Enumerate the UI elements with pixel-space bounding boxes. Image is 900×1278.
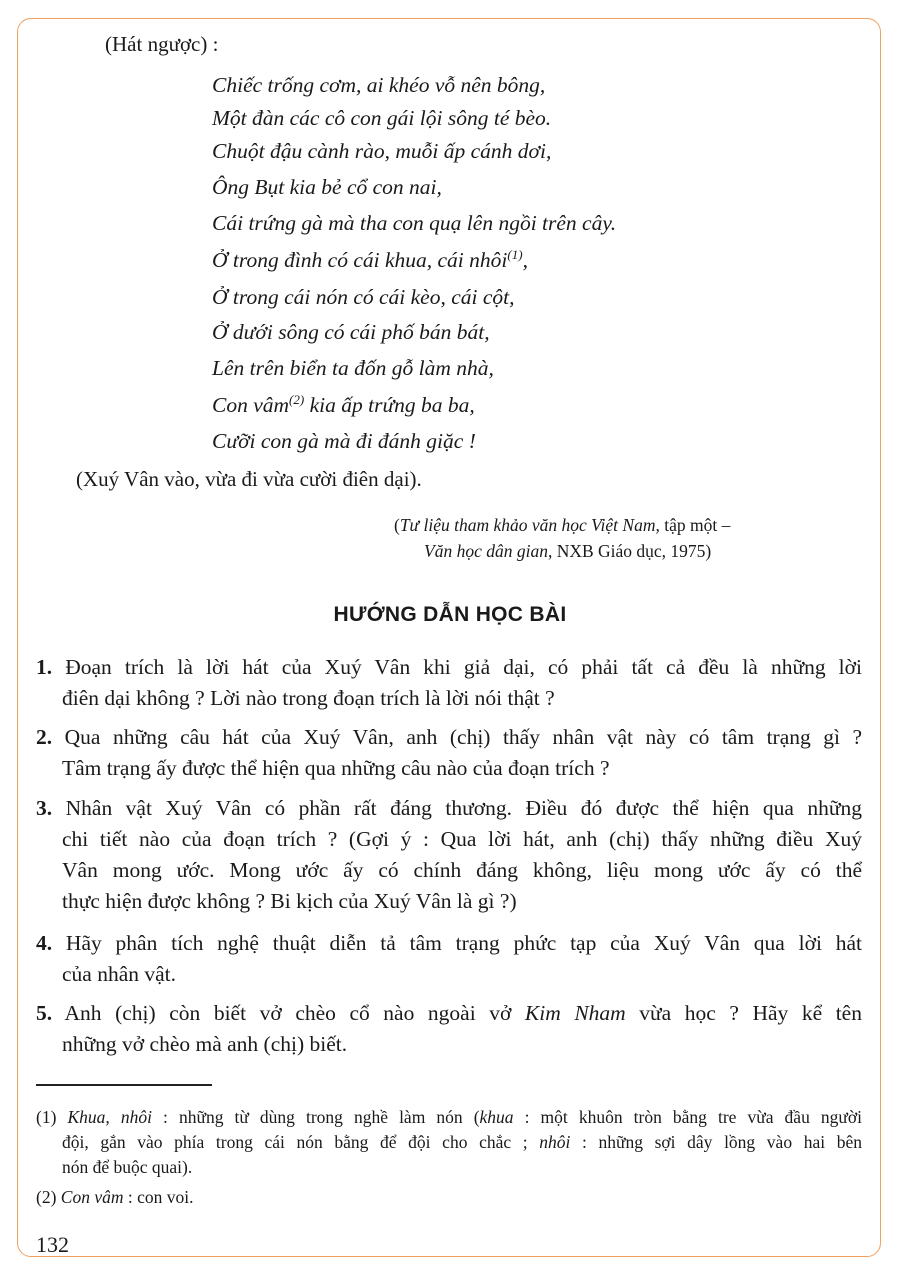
verse-line-4: Ông Bụt kia bẻ cổ con nai, (212, 175, 442, 199)
footnote-term: nhôi (539, 1132, 571, 1152)
footnote-1 (36, 1105, 862, 1180)
question-text: Anh (chị) còn biết vở chèo cổ nào ngoài vở (64, 1001, 525, 1025)
footnote-text: : một khuôn tròn bằng tre vừa đầu người (513, 1107, 862, 1127)
question-text-tail: vừa học ? Hãy kể tên (625, 1001, 862, 1025)
verse-line-10 (212, 393, 475, 418)
footnote-text: : con voi. (123, 1187, 194, 1207)
verse-line-2: Một đàn các cô con gái lội sông té bèo. (212, 106, 552, 130)
page-frame (17, 18, 881, 1257)
question-4-line-1 (36, 928, 862, 959)
footnote-ref-1: (1) (507, 246, 523, 262)
question-5 (36, 998, 862, 1060)
verse-6-tail: , (522, 248, 528, 272)
question-text: Hãy phân tích nghệ thuật diễn tả tâm trạng phức tạp của Xuý Vân qua lời hát (65, 931, 863, 955)
verse-line-8: Ở dưới sông có cái phố bán bát, (212, 320, 490, 344)
footnote-text: đội, gắn vào phía trong cái nón bằng để đội cho chắc ; (62, 1132, 540, 1152)
question-3-line-4: thực hiện được không ? Bi kịch của Xuý Vân là gì ?) (62, 889, 517, 913)
source-line-2 (424, 541, 711, 562)
question-5-line-2: những vở chèo mà anh (chị) biết. (62, 1032, 348, 1056)
footnote-1-line-3: nón để buộc quai). (62, 1157, 193, 1177)
footnote-term: Khua, nhôi (67, 1107, 152, 1127)
question-text: Qua những câu hát của Xuý Vân, anh (chị) thấy nhân vật này có tâm trạng gì ? (64, 725, 862, 749)
question-number: 5. (36, 1001, 53, 1025)
question-text: Nhân vật Xuý Vân có phần rất đáng thương. Điều đó được thể hiện qua những (65, 796, 863, 820)
question-5-line-1 (36, 998, 862, 1029)
footnote-mark: (1) (36, 1107, 68, 1127)
verse-line-11: Cưỡi con gà mà đi đánh giặc ! (212, 429, 476, 453)
footnote-term: Con vâm (60, 1187, 124, 1207)
question-number: 1. (36, 655, 53, 679)
play-title: Kim Nham (524, 1001, 626, 1025)
verse-line-7: Ở trong cái nón có cái kèo, cái cột, (212, 285, 515, 309)
question-4-line-2: của nhân vật. (62, 962, 177, 986)
question-number: 4. (36, 931, 53, 955)
footnote-2 (36, 1185, 862, 1210)
question-number: 2. (36, 725, 53, 749)
verse-line-3: Chuột đậu cành rào, muỗi ấp cánh dơi, (212, 139, 552, 163)
question-3-line-2: chi tiết nào của đoạn trích ? (Gợi ý : Qua lời hát, anh (chị) thấy những điều Xuý (62, 827, 862, 851)
source-publisher: , NXB Giáo dục, 1975) (547, 541, 712, 561)
source-title: Tư liệu tham khảo văn học Việt Nam, (399, 515, 660, 535)
question-2-line-1 (36, 722, 862, 753)
question-text: Đoạn trích là lời hát của Xuý Vân khi giả dại, có phải tất cả đều là những lời (65, 655, 862, 679)
footnote-text: : những sợi dây lồng vào hai bên (570, 1132, 862, 1152)
verse-10-text: Con vâm (212, 393, 290, 417)
footnote-ref-2: (2) (289, 391, 305, 407)
question-number: 3. (36, 796, 53, 820)
verse-10-tail: kia ấp trứng ba ba, (304, 393, 475, 417)
question-1 (36, 652, 862, 714)
verse-line-1: Chiếc trống cơm, ai khéo vỗ nên bông, (212, 73, 546, 97)
question-4 (36, 928, 862, 990)
question-3-line-1 (36, 793, 862, 824)
footnote-divider (36, 1084, 212, 1086)
verse-line-9: Lên trên biển ta đốn gỗ làm nhà, (212, 356, 494, 380)
question-2 (36, 722, 862, 784)
verse-line-5: Cái trứng gà mà tha con quạ lên ngồi trên cây. (212, 211, 617, 235)
footnote-term: khua (479, 1107, 514, 1127)
question-1-line-2: điên dại không ? Lời nào trong đoạn trích là lời nói thật ? (62, 686, 555, 710)
source-open: ( (394, 515, 400, 535)
source-vol: tập một – (659, 515, 731, 535)
question-2-line-2: Tâm trạng ấy được thể hiện qua những câu nào của đoạn trích ? (62, 756, 610, 780)
footnote-mark: (2) (36, 1187, 61, 1207)
source-line-1 (394, 515, 730, 536)
question-3 (36, 793, 862, 917)
verse-6-text: Ở trong đình có cái khua, cái nhôi (212, 248, 508, 272)
stage-intro: (Hát ngược) : (105, 32, 219, 56)
question-3-line-3: Vân mong ước. Mong ước ấy có chính đáng không, liệu mong ước ấy có thể (62, 858, 862, 882)
page-number: 132 (36, 1232, 69, 1257)
footnote-1-line-1 (36, 1105, 862, 1130)
question-1-line-1 (36, 652, 862, 683)
verse-line-6 (212, 248, 528, 273)
section-heading: HƯỚNG DẪN HỌC BÀI (333, 603, 567, 626)
footnote-text: : những từ dùng trong nghề làm nón ( (151, 1107, 480, 1127)
stage-direction: (Xuý Vân vào, vừa đi vừa cười điên dại). (76, 467, 422, 491)
source-subtitle: Văn học dân gian (424, 541, 548, 561)
footnote-1-line-2 (36, 1130, 862, 1155)
